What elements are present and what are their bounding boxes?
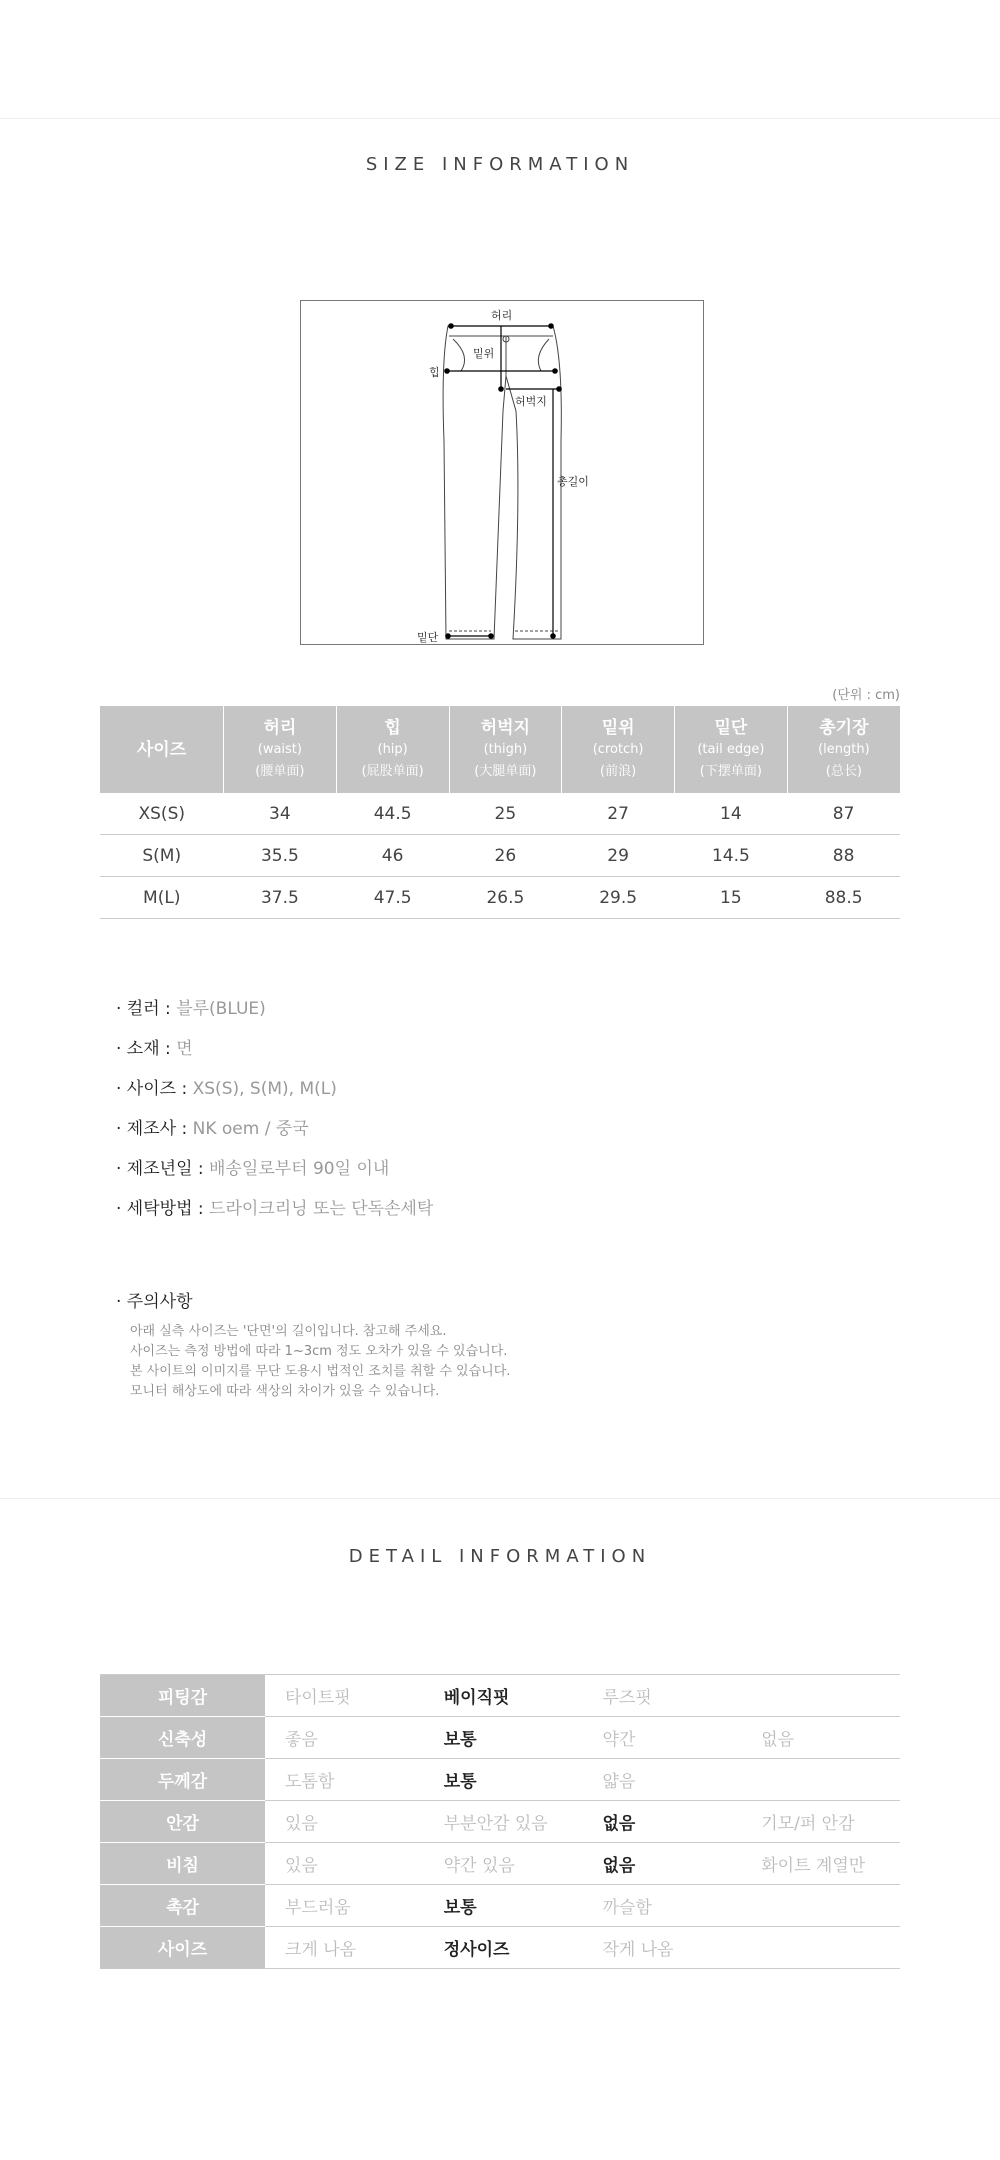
detail-table <box>100 1674 900 1969</box>
detail-row-label: 사이즈 <box>100 1927 265 1969</box>
diagram-label-thigh: 허벅지 <box>515 395 547 408</box>
detail-option: 얇음 <box>583 1759 742 1801</box>
notice-line: 아래 실측 사이즈는 '단면'의 길이입니다. 참고해 주세요. <box>130 1324 447 1339</box>
detail-row-label: 촉감 <box>100 1885 265 1927</box>
table-row <box>100 793 900 835</box>
detail-option: 보통 <box>424 1717 583 1759</box>
table-row <box>100 877 900 919</box>
table-cell: 88.5 <box>787 877 900 919</box>
diagram-label-hem: 밑단 <box>417 631 439 644</box>
detail-option: 정사이즈 <box>424 1927 583 1969</box>
table-cell: 46 <box>336 835 449 877</box>
diagram-label-waist: 허리 <box>491 309 513 322</box>
table-cell: XS(S) <box>100 793 224 835</box>
table-cell: 14 <box>675 793 788 835</box>
diagram-label-hip: 힙 <box>429 366 440 379</box>
table-cell: 25 <box>449 793 562 835</box>
table-cell: 44.5 <box>336 793 449 835</box>
detail-row-label: 피팅감 <box>100 1675 265 1717</box>
detail-row <box>100 1675 900 1717</box>
notice-line: 모니터 해상도에 따라 색상의 차이가 있을 수 있습니다. <box>130 1384 440 1399</box>
detail-option <box>741 1675 900 1717</box>
detail-option: 없음 <box>583 1843 742 1885</box>
detail-row <box>100 1801 900 1843</box>
size-header-cell: 밑단 (tail edge) (下摆单面) <box>675 706 788 793</box>
table-cell: 37.5 <box>224 877 337 919</box>
table-cell: 27 <box>562 793 675 835</box>
detail-option: 타이트핏 <box>265 1675 424 1717</box>
table-cell: 29.5 <box>562 877 675 919</box>
size-header-cell: 힙 (hip) (屁股单面) <box>336 706 449 793</box>
pants-size-diagram <box>300 300 704 645</box>
detail-row <box>100 1759 900 1801</box>
table-cell: 29 <box>562 835 675 877</box>
size-section-title: SIZE INFORMATION <box>365 154 635 175</box>
detail-option: 루즈핏 <box>583 1675 742 1717</box>
notice-line: 본 사이트의 이미지를 무단 도용시 법적인 조치를 취할 수 있습니다. <box>130 1364 511 1379</box>
table-cell: 35.5 <box>224 835 337 877</box>
table-cell: 26 <box>449 835 562 877</box>
info-color: · 컬러 : 블루(BLUE) <box>116 999 266 1019</box>
notice-lines <box>130 1322 510 1402</box>
unit-label: (단위 : cm) <box>832 688 900 703</box>
size-header-cell: 허리 (waist) (腰单面) <box>224 706 337 793</box>
table-cell: 88 <box>787 835 900 877</box>
detail-row <box>100 1717 900 1759</box>
detail-option: 약간 있음 <box>424 1843 583 1885</box>
detail-option: 기모/퍼 안감 <box>741 1801 900 1843</box>
diagram-label-length: 총길이 <box>557 475 589 488</box>
detail-option: 부드러움 <box>265 1885 424 1927</box>
detail-option: 화이트 계열만 <box>741 1843 900 1885</box>
size-header-cell: 총기장 (length) (总长) <box>787 706 900 793</box>
front-pocket-right <box>538 339 549 371</box>
detail-row-label: 신축성 <box>100 1717 265 1759</box>
table-cell: 15 <box>675 877 788 919</box>
detail-option: 보통 <box>424 1885 583 1927</box>
detail-option: 까슬함 <box>583 1885 742 1927</box>
detail-option: 없음 <box>741 1717 900 1759</box>
size-header-cell: 사이즈 <box>100 706 224 793</box>
size-header-cell: 허벅지 (thigh) (大腿单面) <box>449 706 562 793</box>
detail-option <box>741 1927 900 1969</box>
detail-option: 있음 <box>265 1801 424 1843</box>
product-info-list <box>116 994 816 1234</box>
info-washing: · 세탁방법 : 드라이크리닝 또는 단독손세탁 <box>116 1199 434 1219</box>
size-table-header <box>100 706 900 793</box>
info-manufacture-date: · 제조년일 : 배송일로부터 90일 이내 <box>116 1159 390 1179</box>
table-cell: 87 <box>787 793 900 835</box>
info-material: · 소재 : 면 <box>116 1039 193 1059</box>
detail-row <box>100 1843 900 1885</box>
top-divider <box>0 118 1000 119</box>
info-manufacturer: · 제조사 : NK oem / 중국 <box>116 1119 309 1139</box>
detail-row <box>100 1885 900 1927</box>
table-cell: S(M) <box>100 835 224 877</box>
detail-option: 보통 <box>424 1759 583 1801</box>
detail-option <box>741 1885 900 1927</box>
detail-option: 크게 나옴 <box>265 1927 424 1969</box>
detail-option: 작게 나옴 <box>583 1927 742 1969</box>
notice-line: 사이즈는 측정 방법에 따라 1~3cm 정도 오차가 있을 수 있습니다. <box>130 1344 508 1359</box>
pants-diagram-svg <box>301 301 705 646</box>
front-pocket-left <box>453 339 465 371</box>
detail-row-label: 비침 <box>100 1843 265 1885</box>
detail-row <box>100 1927 900 1969</box>
detail-option: 없음 <box>583 1801 742 1843</box>
table-row <box>100 835 900 877</box>
detail-option: 베이직핏 <box>424 1675 583 1717</box>
table-cell: 47.5 <box>336 877 449 919</box>
middle-divider <box>0 1498 1000 1499</box>
detail-option: 좋음 <box>265 1717 424 1759</box>
detail-option: 부분안감 있음 <box>424 1801 583 1843</box>
detail-row-label: 안감 <box>100 1801 265 1843</box>
table-cell: 34 <box>224 793 337 835</box>
detail-option <box>741 1759 900 1801</box>
pants-outline <box>443 326 561 639</box>
size-header-cell: 밑위 (crotch) (前浪) <box>562 706 675 793</box>
detail-option: 있음 <box>265 1843 424 1885</box>
info-sizes: · 사이즈 : XS(S), S(M), M(L) <box>116 1079 337 1099</box>
detail-option: 약간 <box>583 1717 742 1759</box>
diagram-label-rise: 밑위 <box>473 347 495 360</box>
detail-option: 도톰함 <box>265 1759 424 1801</box>
detail-section-title: DETAIL INFORMATION <box>348 1546 652 1567</box>
detail-row-label: 두께감 <box>100 1759 265 1801</box>
table-cell: 14.5 <box>675 835 788 877</box>
table-cell: 26.5 <box>449 877 562 919</box>
notice-title: · 주의사항 <box>116 1292 193 1312</box>
size-table <box>100 706 900 919</box>
table-cell: M(L) <box>100 877 224 919</box>
